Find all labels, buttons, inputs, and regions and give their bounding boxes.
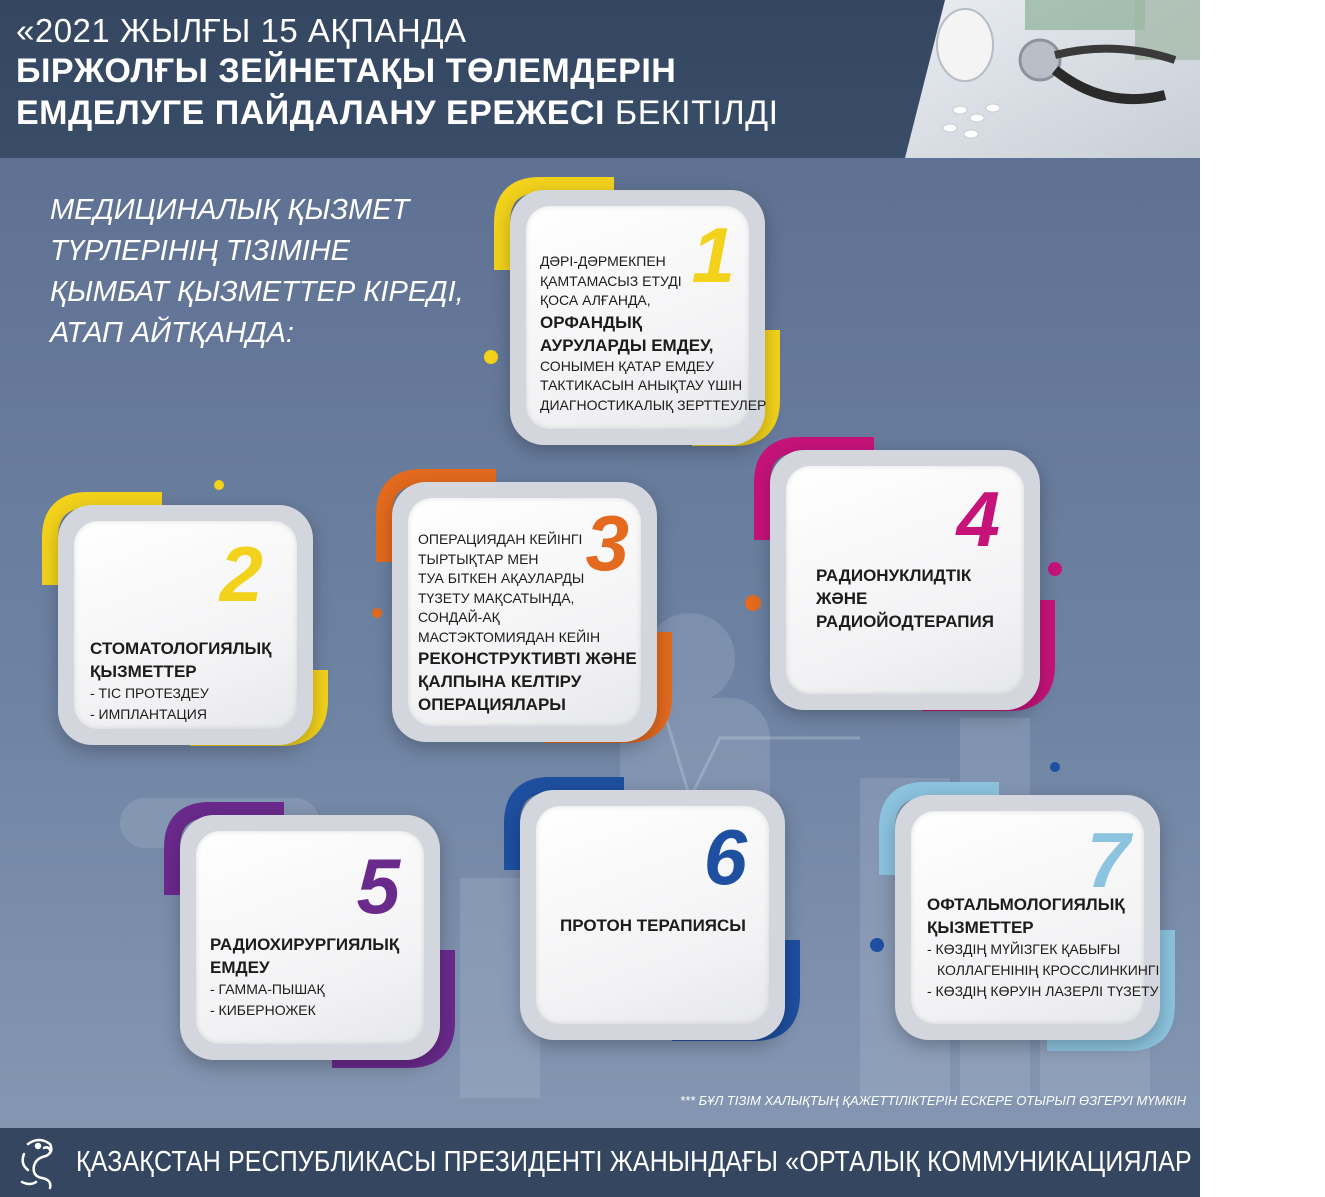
card-text-line: РАДИОЙОДТЕРАПИЯ [816, 612, 994, 631]
card-number: 6 [703, 813, 747, 901]
card-text-line: ОРФАНДЫҚ [540, 312, 643, 332]
card-text-line: СОНДАЙ-АҚ [418, 609, 500, 625]
card-text-line: ОПЕРАЦИЯДАН КЕЙІНГІ [418, 531, 583, 547]
card-text-line: - КИБЕРНОЖЕК [210, 1002, 316, 1018]
service-card-3 [392, 482, 657, 742]
intro-line: МЕДИЦИНАЛЫҚ ҚЫЗМЕТ [50, 194, 410, 226]
footer-bar [0, 1128, 1325, 1197]
card-text-line: - КӨЗДІҢ МҮЙІЗГЕК ҚАБЫҒЫ [927, 941, 1121, 957]
service-card-1 [510, 190, 765, 445]
card-text-line: ПРОТОН ТЕРАПИЯСЫ [560, 916, 746, 935]
card-text-line: - ГАММА-ПЫШАҚ [210, 981, 325, 997]
card-text-line: ҚАЛПЫНА КЕЛТІРУ [418, 672, 582, 691]
card-text-line: ҚЫЗМЕТТЕР [90, 662, 197, 681]
card-text-line: СОНЫМЕН ҚАТАР ЕМДЕУ [540, 357, 714, 374]
snow-leopard-emblem-icon [14, 1134, 64, 1192]
service-card-4 [770, 450, 1040, 710]
card-text-line: СТОМАТОЛОГИЯЛЫҚ [90, 639, 272, 658]
card-text-line: - КӨЗДІҢ КӨРУІН ЛАЗЕРЛІ ТҮЗЕТУ [927, 983, 1159, 999]
header-title-light: БЕКІТІЛДІ [614, 94, 779, 132]
card-text-line: РЕКОНСТРУКТИВТІ ЖӘНЕ [418, 649, 637, 668]
card-number: 3 [585, 499, 629, 587]
service-card-6 [520, 790, 785, 1040]
card-text-line: ТҮЗЕТУ МАҚСАТЫНДА, [418, 589, 575, 606]
card-text-line: - ИМПЛАНТАЦИЯ [90, 706, 207, 722]
header-date-line: «2021 ЖЫЛҒЫ 15 АҚПАНДА [16, 12, 467, 49]
card-text-line: ОФТАЛЬМОЛОГИЯЛЫҚ [927, 895, 1125, 914]
header-banner [0, 0, 1200, 158]
card-text [927, 893, 1159, 1002]
intro-line: АТАП АЙТҚАНДА: [50, 317, 294, 349]
service-card-5 [180, 815, 440, 1060]
card-number: 1 [691, 211, 735, 299]
card-text-line: ҚЫЗМЕТТЕР [927, 918, 1034, 937]
card-text-line: ДӘРІ-ДӘРМЕКПЕН [540, 253, 666, 269]
card-number: 5 [356, 842, 400, 930]
card-text-line: АУРУЛАРДЫ ЕМДЕУ, [540, 335, 714, 355]
card-text-line: ДИАГНОСТИКАЛЫҚ ЗЕРТТЕУЛЕР [540, 396, 767, 413]
card-text-line: ТУА БІТКЕН АҚАУЛАРДЫ [418, 570, 585, 586]
card-text-line: КОЛЛАГЕНІНІҢ КРОССЛИНКИНГІ [937, 962, 1160, 978]
card-text [210, 933, 399, 1021]
card-text [90, 637, 272, 725]
decor-dot [1050, 762, 1060, 772]
card-number: 2 [219, 530, 263, 618]
card-text [816, 564, 994, 633]
card-text-line: РАДИОХИРУРГИЯЛЫҚ [210, 935, 400, 954]
service-card-7 [895, 795, 1160, 1040]
header-title-line-2 [16, 94, 779, 133]
service-card-2 [58, 505, 313, 745]
card-number: 7 [1086, 816, 1130, 904]
card-text-line: ОПЕРАЦИЯЛАРЫ [418, 695, 566, 714]
card-text-line: ЖӘНЕ [816, 589, 868, 608]
intro-line: ТҮРЛЕРІНІҢ ТІЗІМІНЕ [50, 235, 350, 267]
header-title-bold: ЕМДЕЛУГЕ ПАЙДАЛАНУ ЕРЕЖЕСІ [16, 94, 605, 132]
card-text [418, 530, 637, 716]
card-text [560, 914, 746, 937]
card-text-line: ҚОСА АЛҒАНДА, [540, 292, 651, 308]
footnote: *** БҰЛ ТІЗІМ ХАЛЫҚТЫҢ ҚАЖЕТТІЛІКТЕРІН ЕСКЕРЕ ОТЫРЫП ӨЗГЕРУІ МҮМКІН [679, 1093, 1186, 1108]
card-text-line: ТАКТИКАСЫН АНЫҚТАУ ҮШІН [540, 377, 743, 393]
card-text-line: ҚАМТАМАСЫЗ ЕТУДІ [540, 272, 682, 289]
intro-text [50, 190, 464, 354]
card-text [540, 252, 766, 415]
header-title-line: БІРЖОЛҒЫ ЗЕЙНЕТАҚЫ ТӨЛЕМДЕРІН [16, 52, 677, 90]
card-text-line: ТЫРТЫҚТАР МЕН [418, 550, 539, 567]
intro-line: ҚЫМБАТ ҚЫЗМЕТТЕР КІРЕДІ, [50, 276, 464, 308]
footer-organization-name: ҚАЗАҚСТАН РЕСПУБЛИКАСЫ ПРЕЗИДЕНТІ ЖАНЫНДАҒЫ «ОРТАЛЫҚ КОММУНИКАЦИЯЛАР ҚЫЗМЕТІ» [76, 1146, 1325, 1178]
card-text-line: ЕМДЕУ [210, 958, 270, 977]
card-text-line: - ТІС ПРОТЕЗДЕУ [90, 685, 209, 701]
decor-dot [214, 480, 224, 490]
card-text-line: МАСТЭКТОМИЯДАН КЕЙІН [418, 628, 601, 645]
card-number: 4 [956, 475, 1000, 563]
medicine-stethoscope-photo [905, 0, 1200, 158]
card-text-line: РАДИОНУКЛИДТІК [816, 566, 972, 585]
